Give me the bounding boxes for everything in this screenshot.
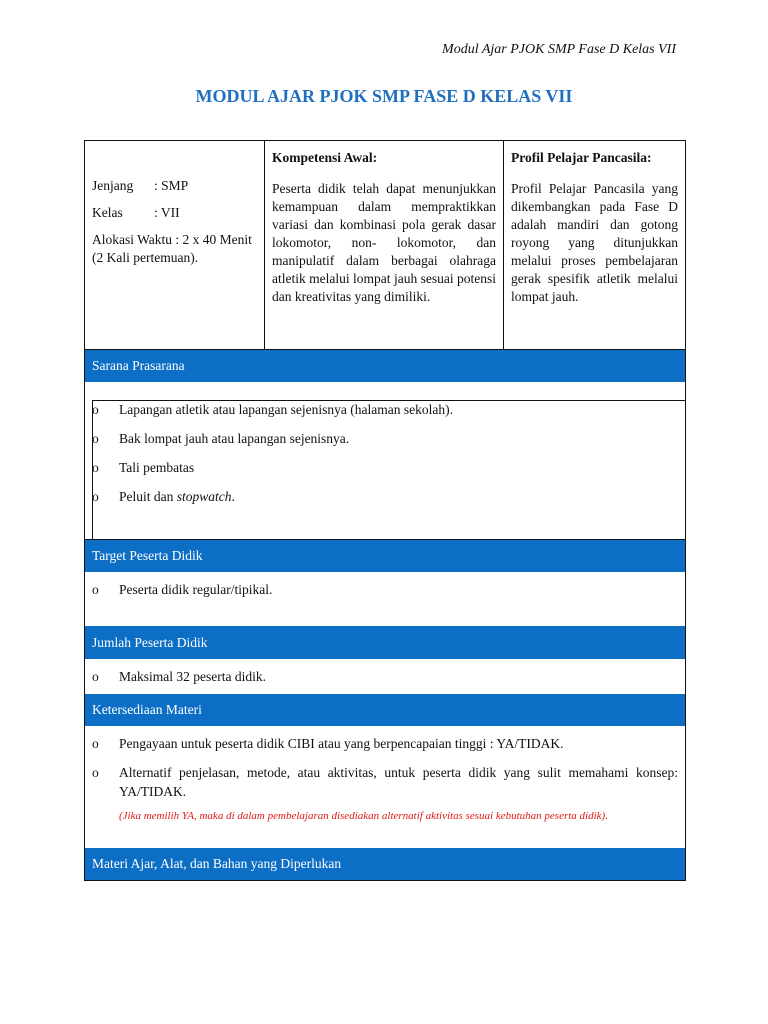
list-item-text: Bak lompat jauh atau lapangan sejenisnya. [119,431,350,446]
list-item [85,400,685,419]
alokasi-waktu: Alokasi Waktu : 2 x 40 Menit (2 Kali pertemuan). [92,232,252,265]
running-header: Modul Ajar PJOK SMP Fase D Kelas VII [442,42,676,57]
materi-section-header [85,848,685,880]
kelas-value: : VII [154,205,180,220]
target-title: Target Peserta Didik [92,548,203,563]
jenjang [92,177,257,195]
profil-cell [504,141,685,349]
list-item-text: Tali pembatas [119,460,195,475]
jumlah-section-header [85,626,685,659]
jenjang-value: : SMP [154,178,189,193]
bullet-icon: o [92,736,99,751]
list-item [85,458,685,477]
identity-cell [85,141,265,349]
list-item-text: Peserta didik regular/tipikal. [119,582,273,597]
list-item-text: Lapangan atletik atau lapangan sejenisnya (halaman sekolah). [119,402,453,417]
info-row [85,141,685,350]
list-item [85,487,685,506]
kompetensi-text: Peserta didik telah dapat menunjukkan kemampuan dalam mempraktikkan variasi dan kombinasi pola gerak dasar lokomotor, non- lokomotor, dan manipulatif dalam berbagai olahraga atletik melalui lompat jauh sesuai potensi dan kreativitas yang dimiliki. [272,181,496,304]
list-item-text: Alternatif penjelasan, metode, atau aktivitas, untuk peserta didik yang sulit memahami konsep: YA/TIDAK. [119,765,678,799]
list-item-text: Pengayaan untuk peserta didik CIBI atau yang berpencapaian tinggi : YA/TIDAK. [119,736,564,751]
ketersediaan-section-header [85,694,685,726]
sarana-title: Sarana Prasarana [92,358,185,373]
sarana-list [85,400,685,506]
materi-title: Materi Ajar, Alat, dan Bahan yang Diperlukan [92,856,342,871]
ketersediaan-title: Ketersediaan Materi [92,702,202,717]
list-item [85,580,685,599]
ketersediaan-note: (Jika memilih YA, maka di dalam pembelajaran disediakan alternatif aktivitas sesuai kebutuhan peserta didik). [119,810,608,822]
bullet-icon: o [92,669,99,684]
sarana-section-header [85,350,685,382]
bullet-icon: o [92,765,99,780]
list-item [85,429,685,448]
profil-text: Profil Pelajar Pancasila yang dikembangkan pada Fase D adalah mandiri dan gotong royong yang ditunjukkan melalui proses pembelajaran gerak spesifik atletik melalui lompat jauh. [511,181,678,304]
target-section-header [85,539,685,572]
bullet-icon: o [92,582,99,597]
bullet-icon: o [92,431,99,446]
kompetensi-cell [265,141,504,349]
jenjang-label: Jenjang [92,178,134,193]
list-item [85,734,678,753]
bullet-icon: o [92,489,99,504]
kelas-label: Kelas [92,205,123,220]
list-item-italic: stopwatch [176,489,232,504]
list-item-end: . [231,489,235,504]
jumlah-list [85,667,685,686]
list-item-text: Maksimal 32 peserta didik. [119,669,266,684]
module-table [84,140,686,881]
kelas [92,204,257,222]
jumlah-title: Jumlah Peserta Didik [92,634,208,650]
ketersediaan-list [85,734,685,801]
profil-heading: Profil Pelajar Pancasila: [511,150,652,165]
list-item [85,667,685,686]
list-item-text: Peluit dan [119,489,174,504]
bullet-icon: o [92,402,99,417]
kompetensi-heading: Kompetensi Awal: [272,150,378,165]
target-list [85,580,685,599]
document-title: MODUL AJAR PJOK SMP FASE D KELAS VII [195,86,573,106]
bullet-icon: o [92,460,99,475]
list-item [85,763,678,801]
